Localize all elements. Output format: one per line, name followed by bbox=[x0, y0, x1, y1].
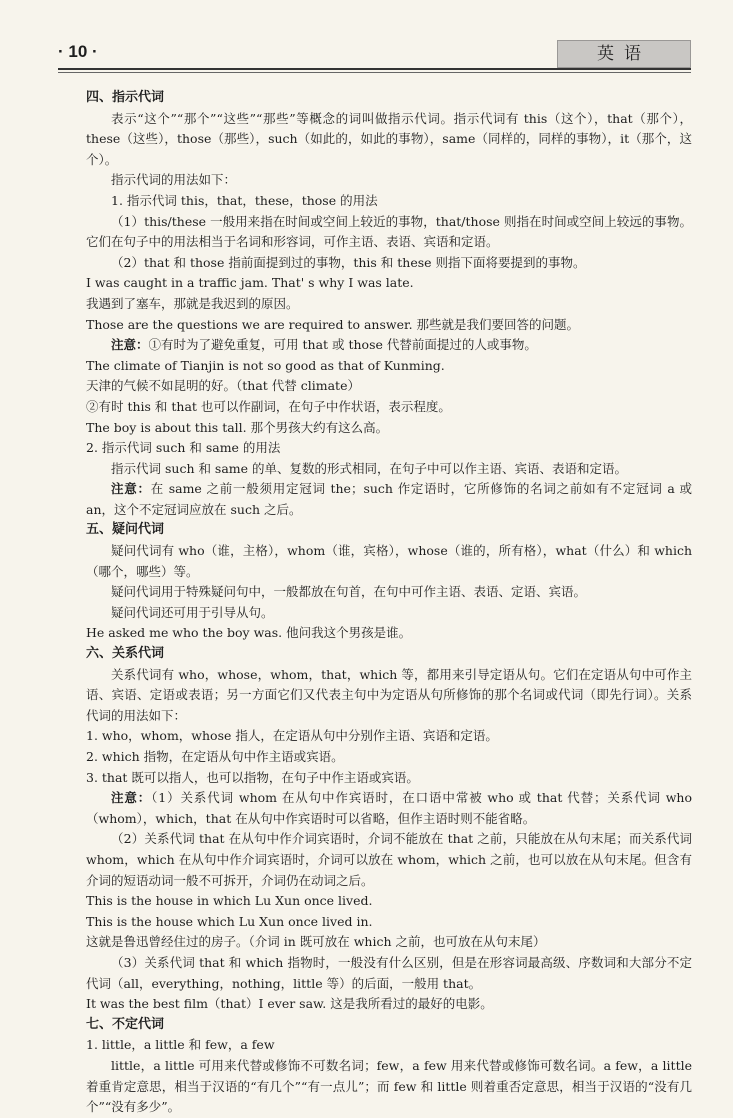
note-label: 注意： bbox=[111, 481, 151, 497]
page-header bbox=[58, 40, 691, 68]
example-line: It was the best film（that）I ever saw. 这是我所看过的最好的电影。 bbox=[86, 996, 493, 1012]
example-line: He asked me who the boy was. 他问我这个男孩是谁。 bbox=[86, 625, 412, 641]
body-paragraph: 指示代词的用法如下： bbox=[111, 172, 237, 188]
example-line: 3. that 既可以指人，也可以指物，在句子中作主语或宾语。 bbox=[86, 769, 419, 785]
body-paragraph: （3）关系代词 that 和 which 指物时，一般没有什么区别，但是在形容词最高级、序数词和大部分不定代词（all，everything，nothing，little 等）的后面，一般用 that。 bbox=[86, 954, 692, 991]
example-line: 我遇到了塞车，那就是我迟到的原因。 bbox=[86, 295, 299, 311]
header-rule-thin bbox=[58, 72, 691, 73]
example-line: 2. which 指物，在定语从句中作主语或宾语。 bbox=[86, 749, 344, 764]
page-number: · 10 · bbox=[58, 42, 98, 61]
example-line: This is the house which Lu Xun once lived in. bbox=[86, 913, 373, 929]
note-paragraph bbox=[86, 788, 692, 829]
body-paragraph: （2）关系代词 that 在从句中作介词宾语时，介词不能放在 that 之前，只能放在从句末尾；而关系代词 whom，which 在从句中作介词宾语时，介词可以放在 whom，which 之前，也可以放在从句末尾。但含有介词的短语动词一般不可拆开，介词仍在动词之后。 bbox=[86, 831, 692, 888]
example-line: 1. who，whom，whose 指人，在定语从句中分别作主语、宾语和定语。 bbox=[86, 728, 498, 744]
section-heading: 四、指示代词 bbox=[86, 90, 165, 105]
example-line: The boy is about this tall. 那个男孩大约有这么高。 bbox=[86, 419, 389, 435]
note-label: 注意： bbox=[111, 790, 152, 806]
body-paragraph: 疑问代词用于特殊疑问句中，一般都放在句首，在句中可作主语、表语、定语、宾语。 bbox=[111, 584, 587, 600]
note-text: （1）关系代词 whom 在从句中作宾语时，在口语中常被 who 或 that 代替；关系代词 who（whom），which，that 在从句中作宾语时可以省略，但作主语时则不能省略。 bbox=[86, 790, 692, 826]
example-line: 天津的气候不如昆明的好。（that 代替 climate） bbox=[86, 378, 360, 394]
example-line: The climate of Tianjin is not so good as that of Kunming. bbox=[86, 357, 445, 373]
body-paragraph: 表示“这个”“那个”“这些”“那些”等概念的词叫做指示代词。指示代词有 this（这个），that（那个），these（这些），those（那些），such（如此的，如此的事物），same（同样的，同样的事物），it（那个，这个）。 bbox=[86, 110, 692, 167]
example-line: ②有时 this 和 that 也可以作副词，在句子中作状语，表示程度。 bbox=[86, 398, 451, 414]
example-line: 1. little，a little 和 few，a few bbox=[86, 1037, 275, 1053]
example-line: 这就是鲁迅曾经住过的房子。（介词 in 既可放在 which 之前，也可放在从句末尾） bbox=[86, 934, 546, 950]
note-text: 在 same 之前一般须用定冠词 the；such 作定语时，它所修饰的名词之前如有不定冠词 a 或 an，这个不定冠词应放在 such 之后。 bbox=[86, 481, 692, 517]
body-paragraph: 疑问代词还可用于引导从句。 bbox=[111, 604, 274, 620]
body-paragraph: 1. 指示代词 this，that，these，those 的用法 bbox=[111, 192, 378, 208]
section-heading: 五、疑问代词 bbox=[86, 522, 165, 538]
section-heading: 六、关系代词 bbox=[86, 646, 165, 662]
body-paragraph: 指示代词 such 和 same 的单、复数的形式相同，在句子中可以作主语、宾语、表语和定语。 bbox=[111, 460, 628, 476]
example-line: This is the house in which Lu Xun once lived. bbox=[86, 893, 373, 909]
note-text: ①有时为了避免重复，可用 that 或 those 代替前面提过的人或事物。 bbox=[148, 337, 537, 353]
page-body bbox=[86, 88, 692, 1118]
body-paragraph: little，a little 可用来代替或修饰不可数名词；few，a few 用来代替或修饰可数名词。a few，a little 着重肯定意思，相当于汉语的“有几个”“有一点儿”；而 few 和 little 则着重否定意思，相当于汉语的“没有几个”“没有多少”。 bbox=[86, 1057, 692, 1115]
example-line: 2. 指示代词 such 和 same 的用法 bbox=[86, 440, 281, 456]
body-paragraph: （2）that 和 those 指前面提到过的事物，this 和 these 则指下面将要提到的事物。 bbox=[111, 254, 586, 270]
subject-label: 英语 bbox=[557, 40, 691, 68]
note-paragraph bbox=[86, 335, 692, 356]
body-paragraph: 关系代词有 who，whose，whom，that，which 等，都用来引导定语从句。它们在定语从句中可作主语、宾语、定语或表语；另一方面它们又代表主句中为定语从句所修饰的那个名词或代词（即先行词）。关系代词的用法如下： bbox=[86, 666, 692, 723]
header-rule bbox=[58, 68, 691, 70]
note-label: 注意： bbox=[111, 337, 149, 353]
example-line: I was caught in a traffic jam. That' s why I was late. bbox=[86, 275, 414, 291]
note-paragraph bbox=[86, 479, 692, 520]
example-line: Those are the questions we are required to answer. 那些就是我们要回答的问题。 bbox=[86, 316, 580, 332]
body-paragraph: （1）this/these 一般用来指在时间或空间上较近的事物，that/those 则指在时间或空间上较远的事物。它们在句子中的用法相当于名词和形容词，可作主语、表语、宾语和定语。 bbox=[86, 213, 692, 250]
section-heading: 七、不定代词 bbox=[86, 1016, 165, 1032]
body-paragraph: 疑问代词有 who（谁，主格），whom（谁，宾格），whose（谁的，所有格），what（什么）和 which（哪个，哪些）等。 bbox=[86, 543, 692, 579]
